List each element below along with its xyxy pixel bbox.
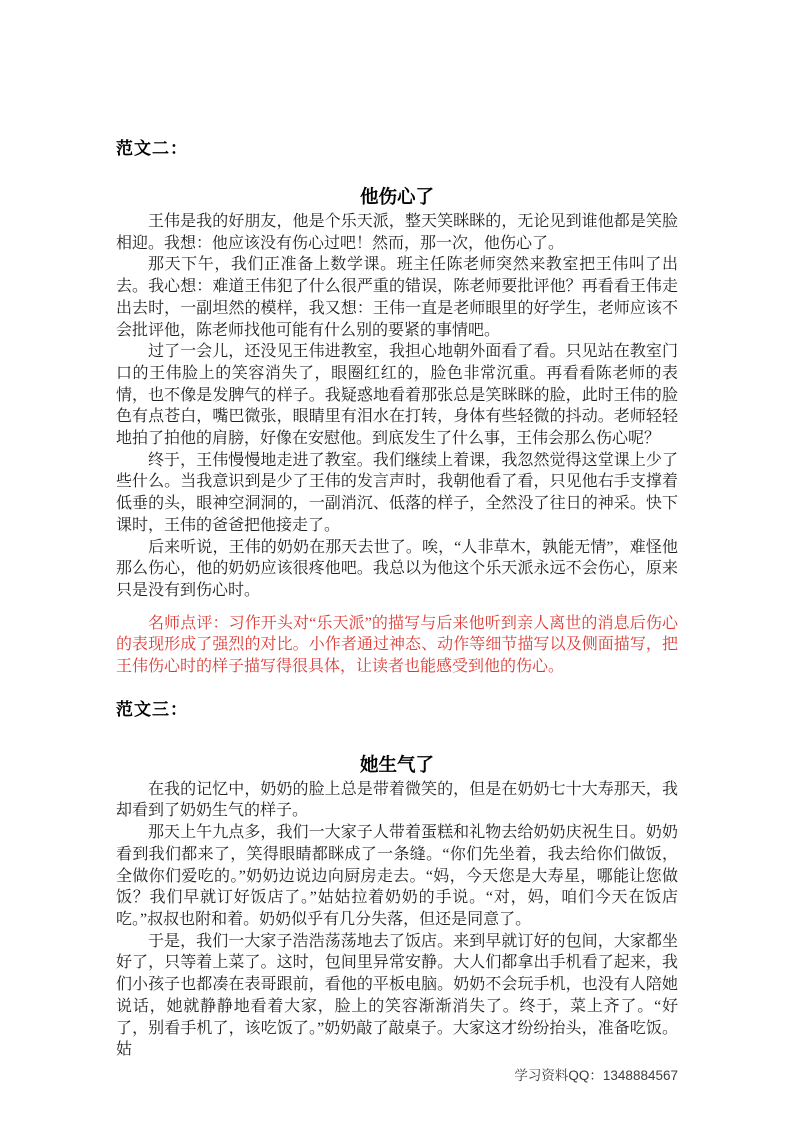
teacher-comment: 名师点评：习作开头对“乐天派”的描写与后来他听到亲人离世的消息后伤心的表现形成了强烈的对比。小作者通过神态、动作等细节描写以及侧面描写，把王伟伤心时的样子描写得很具体，让读者也能感受到他的伤心。 [116, 614, 678, 676]
section-label-fanwen-3: 范文三： [116, 699, 188, 719]
essay-paragraph: 王伟是我的好朋友，他是个乐天派，整天笑眯眯的，无论见到谁他都是笑脸相迎。我想：他应该没有伤心过吧！然而，那一次，他伤心了。 [116, 213, 678, 252]
essay-paragraph: 过了一会儿，还没见王伟进教室，我担心地朝外面看了看。只见站在教室门口的王伟脸上的笑容消失了，眼圈红红的，脸色非常沉重。再看看陈老师的表情，也不像是发脾气的样子。我疑惑地看着那张总是笑眯眯的脸，此时王伟的脸色有点苍白，嘴巴微张，眼睛里有泪水在打转，身体有些轻微的抖动。老师轻轻地拍了拍他的肩膀，好像在安慰他。到底发生了什么事，王伟会那么伤心呢？ [116, 343, 678, 448]
section-label-fanwen-2: 范文二： [116, 139, 188, 158]
essay-paragraph: 在我的记忆中，奶奶的脸上总是带着微笑的，但是在奶奶七十大寿那天，我却看到了奶奶生气的样子。 [116, 780, 678, 820]
essay-section-3 [116, 699, 678, 1061]
essay-title-he-sad: 他伤心了 [359, 186, 434, 207]
essay-section-2 [116, 138, 678, 678]
footer-note: 学习资料QQ：1348884567 [514, 1067, 678, 1083]
essay-title-she-angry: 她生气了 [359, 753, 434, 775]
essay-paragraph: 后来听说，王伟的奶奶在那天去世了。唉，“人非草木，孰能无情”，难怪他那么伤心，他的奶奶应该很疼他吧。我总以为他这个乐天派永远不会伤心，原来只是没有到伤心时。 [116, 538, 678, 599]
essay-paragraph: 那天上午九点多，我们一大家子人带着蛋糕和礼物去给奶奶庆祝生日。奶奶看到我们都来了，笑得眼睛都眯成了一条缝。“你们先坐着，我去给你们做饭，全做你们爱吃的。”奶奶边说边向厨房走去。“妈，今天您是大寿星，哪能让您做饭？我们早就订好饭店了。”姑姑拉着奶奶的手说。“对，妈，咱们今天在饭店吃。”叔叔也附和着。奶奶似乎有几分失落，但还是同意了。 [116, 824, 678, 928]
essay-paragraph: 终于，王伟慢慢地走进了教室。我们继续上着课，我忽然觉得这堂课上少了些什么。当我意识到是少了王伟的发言声时，我朝他看了看，只见他右手支撑着低垂的头，眼神空洞洞的，一副消沉、低落的样子，全然没了往日的神采。快下课时，王伟的爸爸把他接走了。 [116, 451, 678, 534]
essay-paragraph: 那天下午，我们正准备上数学课。班主任陈老师突然来教室把王伟叫了出去。我心想：难道王伟犯了什么很严重的错误，陈老师要批评他？再看看王伟走出去时，一副坦然的模样，我又想：王伟一直是老师眼里的好学生，老师应该不会批评他，陈老师找他可能有什么别的要紧的事情吧。 [116, 256, 678, 339]
essay-paragraph: 于是，我们一大家子浩浩荡荡地去了饭店。来到早就订好的包间，大家都坐好了，只等着上菜了。这时，包间里异常安静。大人们都拿出手机看了起来，我们小孩子也都凑在表哥跟前，看他的平板电脑。奶奶不会玩手机，也没有人陪她说话，她就静静地看着大家，脸上的笑容渐渐消失了。终于，菜上齐了。“好了，别看手机了，该吃饭了。”奶奶敲了敲桌子。大家这才纷纷抬头，准备吃饭。姑 [116, 932, 678, 1059]
